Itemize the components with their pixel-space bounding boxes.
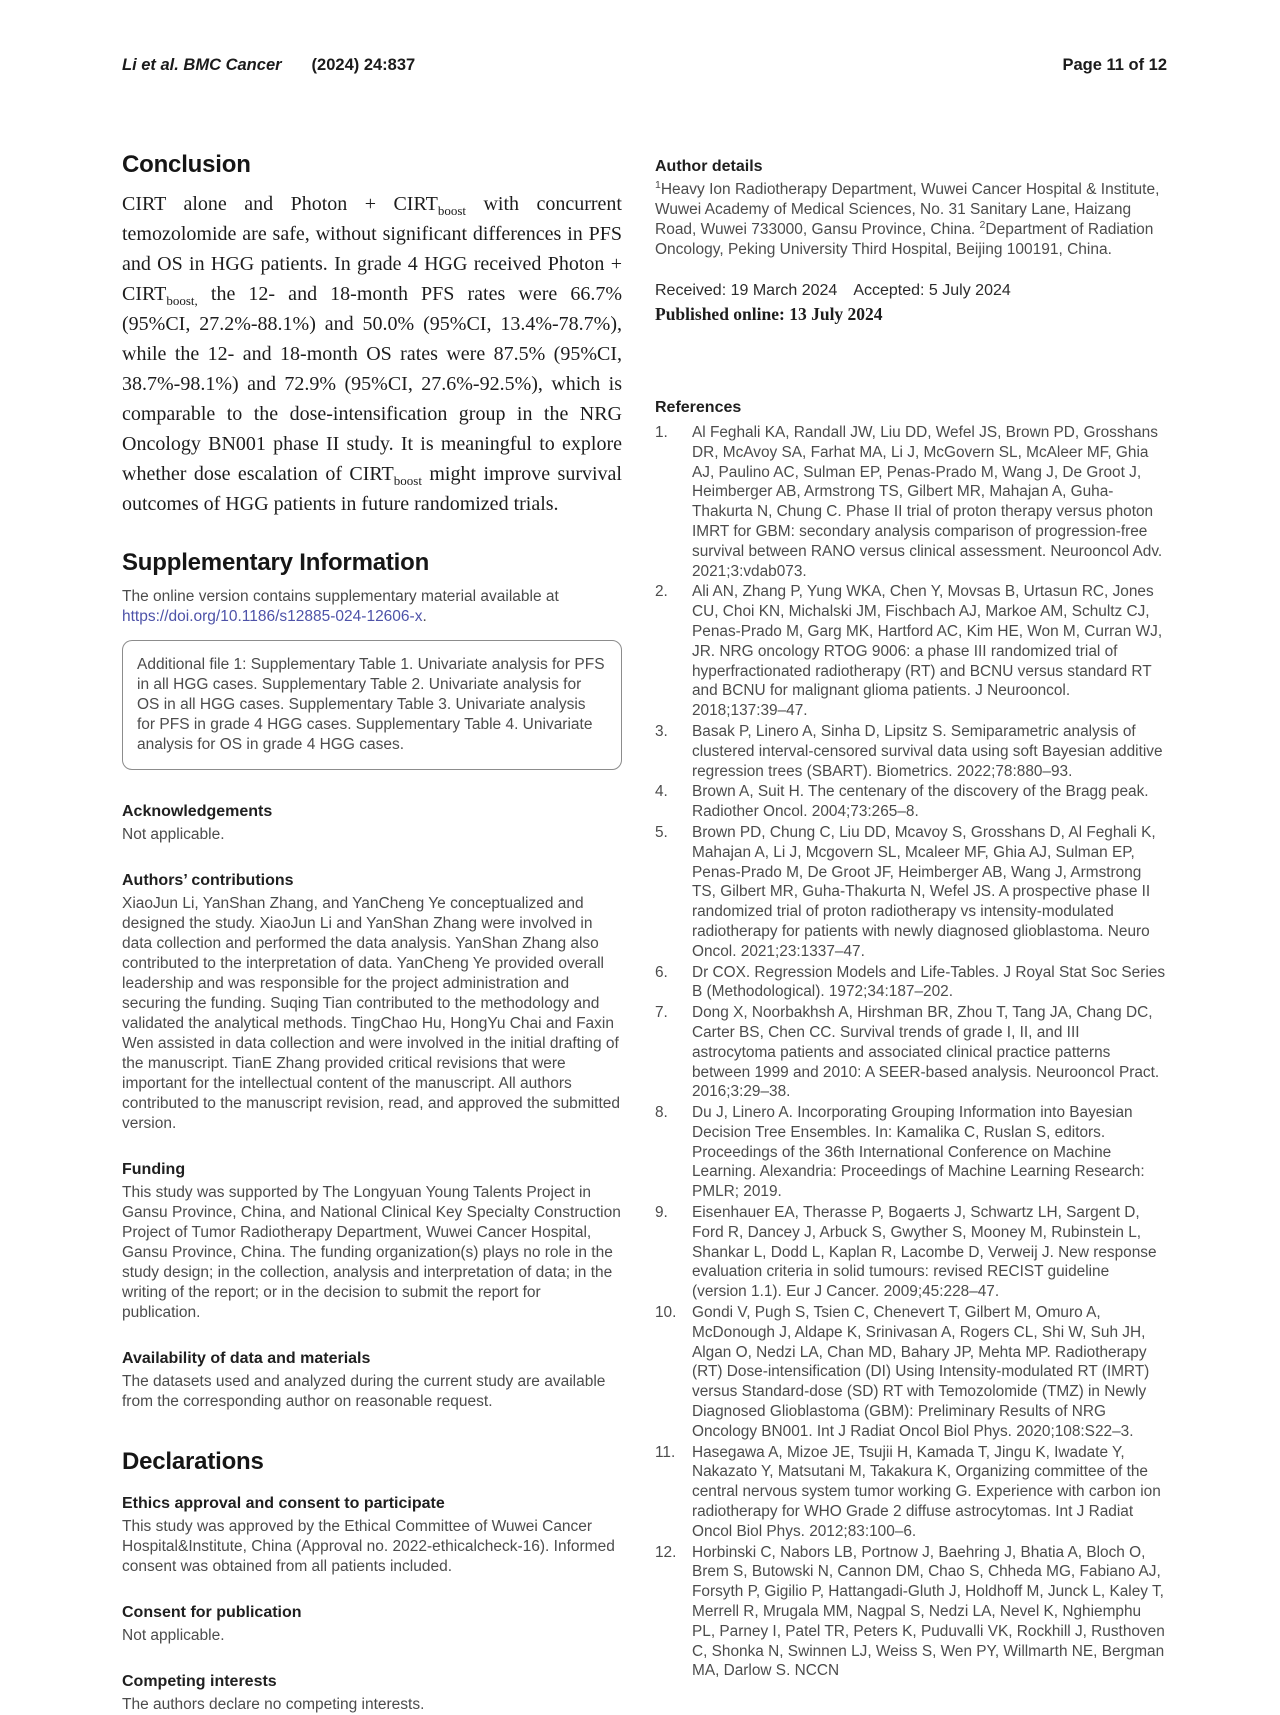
- reference-number: 10.: [655, 1304, 677, 1322]
- reference-number: 3.: [655, 722, 668, 740]
- left-column: [122, 151, 622, 1715]
- affiliation-1: Heavy Ion Radiotherapy Department, Wuwei Cancer Hospital & Institute, Wuwei Academy of Medical Sciences, No. 31 Sanitary Lane, Haizang Road, Wuwei 733000, Gansu Province, China.: [655, 181, 1160, 238]
- subscript-boost-2: boost,: [166, 293, 198, 308]
- funding-heading: Funding: [122, 1161, 186, 1178]
- authors-contributions-heading: Authors’ contributions: [122, 872, 294, 889]
- reference-item: [655, 722, 1167, 781]
- ethics-heading: Ethics approval and consent to participate: [122, 1495, 445, 1512]
- reference-text: Hasegawa A, Mizoe JE, Tsujii H, Kamada T, Jingu K, Iwadate Y, Nakazato Y, Matsutani M, Takakura K, Organizing committee of the central nervous system tumor working G. Experience with carbon ion radiotherapy for WHO Grade 2 diffuse astrocytomas. Int J Radiat Oncol Biol Phys. 2012;83:100–6.: [692, 1443, 1161, 1540]
- competing-interests-heading: Competing interests: [122, 1673, 277, 1690]
- reference-text: Dr COX. Regression Models and Life-Tables. J Royal Stat Soc Series B (Methodological). 1972;34:187–202.: [692, 963, 1166, 1001]
- reference-item: [655, 823, 1167, 962]
- funding-text: This study was supported by The Longyuan Young Talents Project in Gansu Province, China, and National Clinical Key Specialty Construction Project of Tumor Radiotherapy Department, Wuwei Cancer Hospital, Gansu Province, China. The funding organization(s) plays no role in the study design; in the collection, analysis and interpretation of data; in the writing of the report; or in the decision to submit the report for publication.: [122, 1184, 621, 1321]
- acknowledgements-text: Not applicable.: [122, 826, 225, 843]
- conclusion-paragraph: [122, 189, 622, 519]
- accepted-date: Accepted: 5 July 2024: [853, 282, 1011, 299]
- reference-number: 4.: [655, 783, 668, 801]
- running-header: [122, 56, 1167, 75]
- reference-item: [655, 582, 1167, 721]
- supplementary-section: [122, 549, 622, 770]
- page-number: Page 11 of 12: [1062, 56, 1167, 74]
- subscript-boost-3: boost: [393, 473, 422, 488]
- reference-text: Horbinski C, Nabors LB, Portnow J, Baehring J, Bhatia A, Bloch O, Brem S, Butowski N, Cannon DM, Chao S, Chheda MG, Fabiano AJ, Forsyth P, Gigilio P, Hattangadi-Gluth J, Holdhoff M, Junck L, Kaley T, Merrell R, Mrugala MM, Nagpal S, Nedzi LA, Nevel K, Nghiemphu PL, Parney I, Patel TR, Peters K, Puduvalli VK, Rockhill J, Rusthoven C, Shonka N, Swinnen LJ, Weiss S, Wen PY, Willmarth NE, Bergman MA, Darlow S. NCCN: [692, 1543, 1165, 1680]
- doi-link[interactable]: https://doi.org/10.1186/s12885-024-12606-x: [122, 608, 423, 625]
- authors-contributions-text: XiaoJun Li, YanShan Zhang, and YanCheng Ye conceptualized and designed the study. XiaoJun Li and YanShan Zhang were involved in data collection and performed the data analysis. YanShan Zhang also contributed to the interpretation of data. YanCheng Ye provided overall leadership and was responsible for the project administration and securing the funding. Suqing Tian contributed to the methodology and validated the analytical methods. TingChao Hu, HongYu Chai and Faxin Wen assisted in data collection and were involved in the initial drafting of the manuscript. TianE Zhang provided critical revisions that were important for the intellectual content of the manuscript. All authors contributed to the manuscript revision, read, and approved the submitted version.: [122, 895, 621, 1132]
- reference-text: Du J, Linero A. Incorporating Grouping Information into Bayesian Decision Tree Ensembles. In: Kamalika C, Ruslan S, editors. Proceedings of the 36th International Conference on Machine Learning. Alexandria: Proceedings of Machine Learning Research: PMLR; 2019.: [692, 1104, 1145, 1201]
- two-column-layout: [122, 151, 1167, 1715]
- conclusion-text-1: CIRT alone and Photon + CIRT: [122, 193, 438, 215]
- availability-text: The datasets used and analyzed during the current study are available from the corresponding author on reasonable request.: [122, 1373, 606, 1410]
- ethics-text: This study was approved by the Ethical Committee of Wuwei Cancer Hospital&Institute, China (Approval no. 2022-ethicalcheck-16). Informed consent was obtained from all patients included.: [122, 1518, 615, 1575]
- competing-interests-text: The authors declare no competing interests.: [122, 1696, 425, 1713]
- journal-citation: Li et al. BMC Cancer: [122, 56, 282, 74]
- reference-number: 8.: [655, 1104, 668, 1122]
- reference-number: 6.: [655, 963, 668, 981]
- reference-item: [655, 782, 1167, 822]
- received-date: Received: 19 March 2024: [655, 282, 838, 299]
- consent-publication-text: Not applicable.: [122, 1627, 225, 1644]
- reference-item: [655, 1203, 1167, 1302]
- published-date: Published online: 13 July 2024: [655, 304, 883, 324]
- supplementary-intro-text: The online version contains supplementary material available at: [122, 588, 559, 605]
- reference-item: [655, 1443, 1167, 1542]
- journal-issue: (2024) 24:837: [311, 56, 416, 74]
- reference-number: 7.: [655, 1004, 668, 1022]
- reference-text: Brown A, Suit H. The centenary of the discovery of the Bragg peak. Radiother Oncol. 2004;73:265–8.: [692, 783, 1149, 821]
- reference-item: [655, 1303, 1167, 1442]
- article-dates: [655, 280, 1167, 326]
- reference-number: 11.: [655, 1443, 676, 1461]
- reference-text: Gondi V, Pugh S, Tsien C, Chenevert T, Gilbert M, Omuro A, McDonough J, Aldape K, Srinivasan A, Rogers CL, Shi W, Suh JH, Algan O, Nedzi LA, Chan MD, Bahary JP, Mehta MP. Radiotherapy (RT) Dose-intensification (DI) Using Intensity-modulated RT (IMRT) versus Standard-dose (SD) RT with Temozolomide (TMZ) in Newly Diagnosed Glioblastoma (GBM): Preliminary Results of NRG Oncology BN001. Int J Radiat Oncol Biol Phys. 2020;108:S22–3.: [692, 1304, 1150, 1440]
- reference-number: 5.: [655, 823, 668, 841]
- reference-number: 9.: [655, 1204, 668, 1222]
- reference-item: [655, 423, 1167, 581]
- supplementary-heading: Supplementary Information: [122, 549, 430, 576]
- conclusion-text-3: the 12- and 18-month PFS rates were 66.7% (95%CI, 27.2%-88.1%) and 50.0% (95%CI, 13.4%-78.7%), while the 12- and 18-month OS rates were 87.5% (95%CI, 38.7%-98.1%) and 72.9% (95%CI, 27.6%-92.5%), which is comparable to the dose-intensification group in the NRG Oncology BN001 phase II study. It is meaningful to explore whether dose escalation of CIRT: [122, 283, 622, 485]
- reference-item: [655, 1543, 1167, 1682]
- declarations-heading: Declarations: [122, 1448, 264, 1475]
- reference-item: [655, 1003, 1167, 1102]
- reference-item: [655, 963, 1167, 1003]
- acknowledgements-heading: Acknowledgements: [122, 803, 273, 820]
- additional-file-text: Additional file 1: Supplementary Table 1. Univariate analysis for PFS in all HGG cases. Supplementary Table 2. Univariate analysis for OS in all HGG cases. Supplementary Table 3. Univariate analysis for PFS in grade 4 HGG cases. Supplementary Table 4. Univariate analysis for OS in grade 4 HGG cases.: [137, 656, 605, 753]
- reference-text: Eisenhauer EA, Therasse P, Bogaerts J, Schwartz LH, Sargent D, Ford R, Dancey J, Arbuck S, Gwyther S, Mooney M, Rubinstein L, Shankar L, Dodd L, Kaplan R, Lacombe D, Verweij J. New response evaluation criteria in solid tumours: revised RECIST guideline (version 1.1). Eur J Cancer. 2009;45:228–47.: [692, 1204, 1157, 1301]
- availability-heading: Availability of data and materials: [122, 1350, 371, 1367]
- affiliation-superscript-2: 2: [979, 218, 986, 231]
- reference-text: Basak P, Linero A, Sinha D, Lipsitz S. Semiparametric analysis of clustered interval-censored survival data using soft Bayesian additive regression trees (SBART). Biometrics. 2022;78:880–93.: [692, 722, 1163, 780]
- supplementary-intro: [122, 587, 622, 627]
- additional-file-box: [122, 640, 622, 770]
- reference-number: 2.: [655, 583, 668, 601]
- conclusion-text-4: might improve survival outcomes of HGG patients in future randomized trials.: [122, 463, 622, 515]
- references-list: [655, 423, 1167, 1681]
- reference-number: 1.: [655, 424, 668, 441]
- reference-text: Dong X, Noorbakhsh A, Hirshman BR, Zhou T, Tang JA, Chang DC, Carter BS, Chen CC. Survival trends of grade I, II, and III astrocytoma patients and associated clinical practice patterns between 1999 and 2010: A SEER-based analysis. Neurooncol Pract. 2016;3:29–38.: [692, 1004, 1160, 1101]
- reference-number: 12.: [655, 1543, 677, 1561]
- conclusion-text-2: with concurrent temozolomide are safe, without significant differences in PFS and OS in HGG patients. In grade 4 HGG received Photon + CIRT: [122, 193, 622, 305]
- author-details-text: [655, 180, 1167, 260]
- subscript-boost-1: boost: [437, 203, 466, 218]
- references-heading: References: [655, 399, 742, 416]
- supplementary-intro-period: .: [422, 608, 427, 625]
- reference-text: Brown PD, Chung C, Liu DD, Mcavoy S, Grosshans D, Al Feghali K, Mahajan A, Li J, Mcgovern SL, Mcaleer MF, Ghia AJ, Sulman EP, Penas-Prado M, De Groot JF, Heimberger AB, Wang J, Armstrong TS, Gilbert MR, Guha-Thakurta N, Wefel JS. A prospective phase II randomized trial of proton radiotherapy vs intensity-modulated radiotherapy for patients with newly diagnosed glioblastoma. Neuro Oncol. 2021;23:1337–47.: [692, 823, 1156, 960]
- affiliation-2: Department of Radiation Oncology, Peking University Third Hospital, Beijing 100191, China.: [655, 221, 1154, 258]
- affiliation-superscript-1: 1: [655, 178, 661, 191]
- reference-text: Ali AN, Zhang P, Yung WKA, Chen Y, Movsas B, Urtasun RC, Jones CU, Choi KN, Michalski JM, Fischbach AJ, Markoe AM, Schultz CJ, Penas-Prado M, Garg MK, Hartford AC, Kim HE, Won M, Curran WJ, JR. NRG oncology RTOG 9006: a phase III randomized trial of hyperfractionated radiotherapy (RT) and BCNU versus standard RT and BCNU for malignant glioma patients. J Neurooncol. 2018;137:39–47.: [692, 583, 1163, 720]
- reference-text: Al Feghali KA, Randall JW, Liu DD, Wefel JS, Brown PD, Grosshans DR, McAvoy SA, Farhat MA, Li J, McGovern SL, McAleer MF, Ghia AJ, Paulino AC, Sulman EP, Penas-Prado M, Wang J, De Groot J, Heimberger AB, Armstrong TS, Gilbert MR, Mahajan A, Guha-Thakurta N, Chung C. Phase II trial of proton therapy versus photon IMRT for GBM: secondary analysis comparison of progression-free survival between RANO versus clinical assessment. Neurooncol Adv. 2021;3:vdab073.: [692, 424, 1163, 580]
- conclusion-heading: Conclusion: [122, 151, 251, 178]
- reference-item: [655, 1103, 1167, 1202]
- consent-publication-heading: Consent for publication: [122, 1604, 302, 1621]
- right-column: [655, 151, 1167, 1715]
- header-citation-group: [122, 56, 415, 75]
- author-details-heading: Author details: [655, 158, 763, 175]
